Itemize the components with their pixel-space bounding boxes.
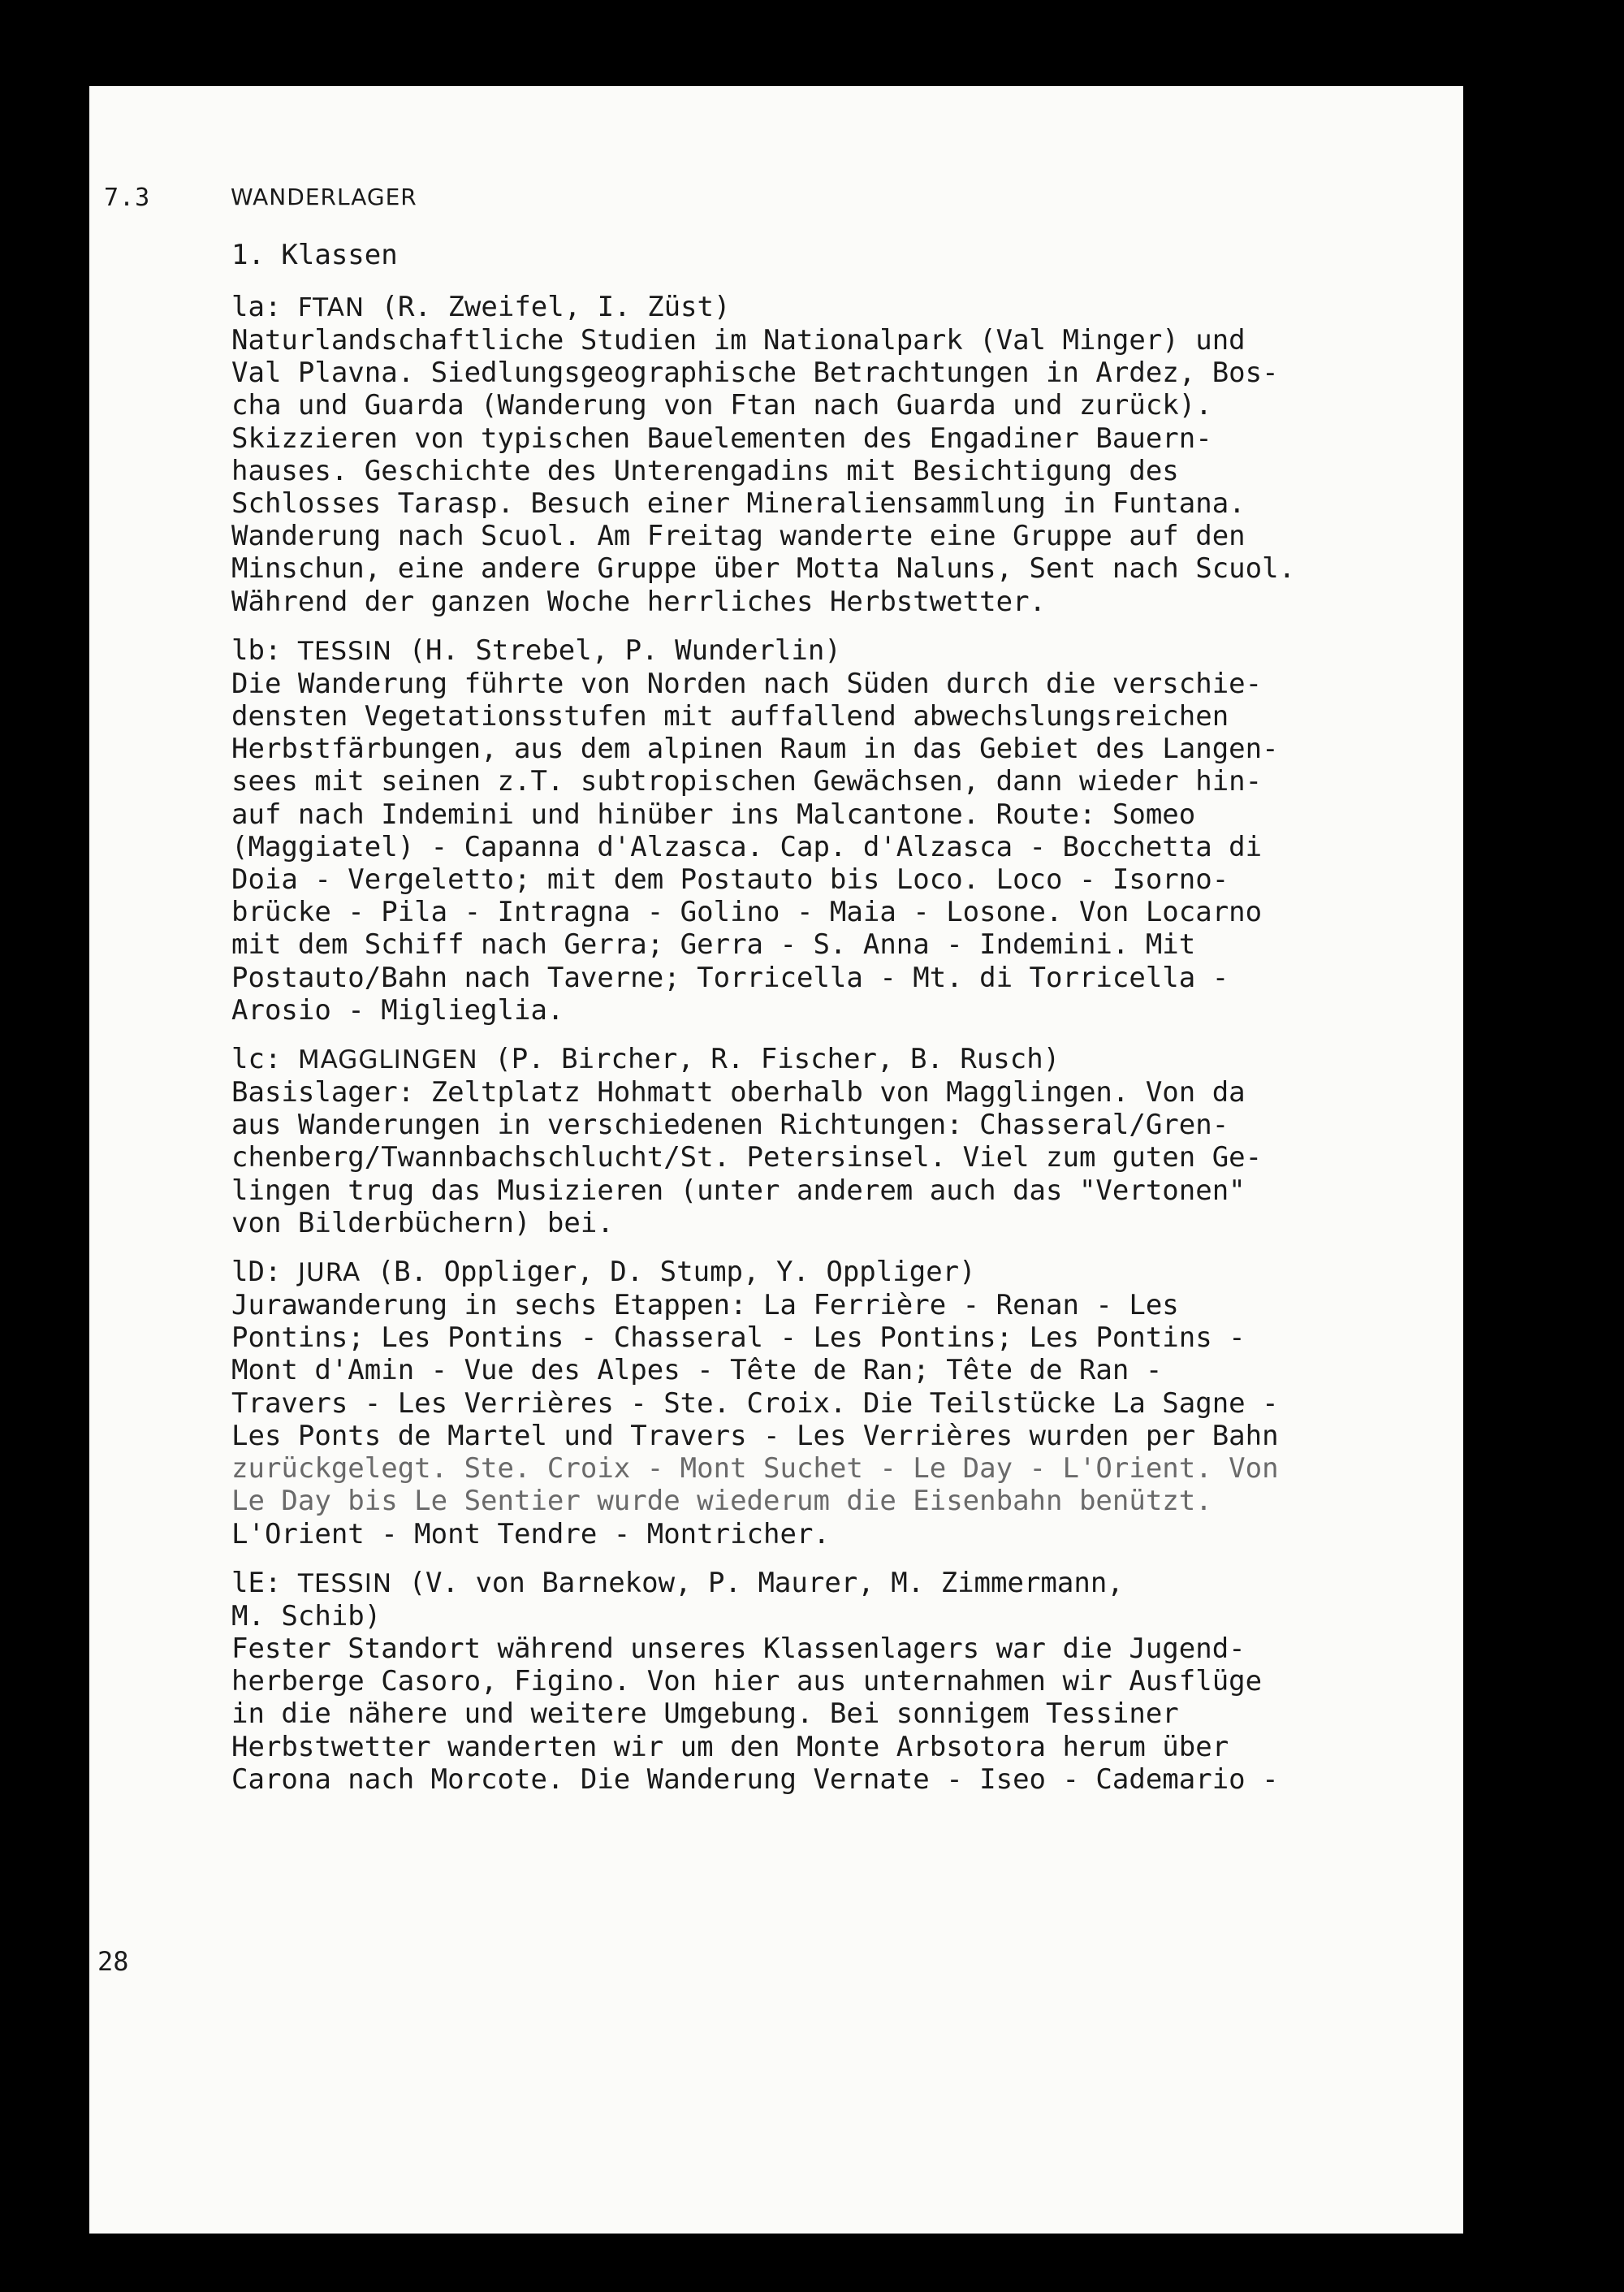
text-line: brücke - Pila - Intragna - Golino - Maia - Losone. Von Locarno: [231, 896, 1263, 929]
entry-title: [231, 1256, 1498, 1289]
text-line: Arosio - Miglieglia.: [231, 993, 564, 1027]
text-line: Naturlandschaftliche Studien im Nationalpark (Val Minger) und: [231, 324, 1246, 357]
text-line: herberge Casoro, Figino. Von hier aus unternahmen wir Ausflüge: [231, 1665, 1263, 1698]
text-line: Skizzieren von typischen Bauelementen des Engadiner Bauern-: [231, 422, 1212, 455]
text-line: Le Day bis Le Sentier wurde wiederum die Eisenbahn benützt.: [231, 1485, 1212, 1518]
text-line: lingen trug das Musizieren (unter anderem auch das "Vertonen": [231, 1174, 1246, 1207]
text-line: L'Orient - Mont Tendre - Montricher.: [231, 1517, 830, 1550]
text-line: Während der ganzen Woche herrliches Herbstwetter.: [231, 585, 1047, 618]
subheading: 1. Klassen: [231, 239, 398, 271]
entry-name: TESSIN: [297, 636, 393, 666]
entry-title: [231, 1567, 1498, 1600]
page-number: 28: [97, 1946, 129, 1977]
entry-prefix: lb:: [231, 634, 298, 667]
text-line: sees mit seinen z.T. subtropischen Gewächsen, dann wieder hin-: [231, 765, 1263, 798]
entry-persons: (R. Zweifel, I. Züst): [365, 291, 731, 323]
entry-tessin-1e: [231, 1567, 1498, 1796]
text-line: von Bilderbüchern) bei.: [231, 1206, 614, 1239]
text-line: Pontins; Les Pontins - Chasseral - Les Pontins; Les Pontins -: [231, 1321, 1246, 1355]
text-line: Fester Standort während unseres Klassenlagers war die Jugend-: [231, 1632, 1246, 1665]
entry-prefix: lc:: [231, 1043, 298, 1076]
text-line: Les Ponts de Martel und Travers - Les Verrières wurden per Bahn: [231, 1419, 1279, 1452]
entry-prefix: lD:: [231, 1256, 298, 1289]
section-number: 7.3: [104, 184, 151, 212]
entry-ftan: [231, 291, 1498, 618]
text-line: aus Wanderungen in verschiedenen Richtungen: Chasseral/Gren-: [231, 1109, 1229, 1142]
entry-prefix: lE:: [231, 1566, 298, 1599]
entry-title: [231, 291, 1498, 324]
text-line: Jurawanderung in sechs Etappen: La Ferrière - Renan - Les: [231, 1289, 1179, 1322]
text-line: Wanderung nach Scuol. Am Freitag wanderte eine Gruppe auf den: [231, 520, 1246, 553]
section-title: WANDERLAGER: [231, 184, 417, 210]
section-heading: [104, 184, 417, 212]
entry-title: [231, 1043, 1498, 1076]
entry-jura: [231, 1256, 1498, 1550]
text-line: auf nach Indemini und hinüber ins Malcantone. Route: Someo: [231, 798, 1196, 831]
text-line: in die nähere und weitere Umgebung. Bei sonnigem Tessiner: [231, 1697, 1179, 1731]
entry-persons: (B. Oppliger, D. Stump, Y. Oppliger): [361, 1256, 976, 1289]
entry-prefix: la:: [231, 291, 298, 323]
text-line: chenberg/Twannbachschlucht/St. Petersinsel. Viel zum guten Ge-: [231, 1141, 1263, 1174]
text-line: (Maggiatel) - Capanna d'Alzasca. Cap. d'Alzasca - Bocchetta di: [231, 830, 1263, 863]
entry-tessin-1b: [231, 634, 1498, 1027]
text-line: mit dem Schiff nach Gerra; Gerra - S. Anna - Indemini. Mit: [231, 928, 1196, 962]
text-line: cha und Guarda (Wanderung von Ftan nach Guarda und zurück).: [231, 389, 1212, 422]
text-line: Herbstfärbungen, aus dem alpinen Raum in das Gebiet des Langen-: [231, 733, 1279, 766]
text-line: Travers - Les Verrières - Ste. Croix. Die Teilstücke La Sagne -: [231, 1386, 1279, 1420]
entry-magglingen: [231, 1043, 1498, 1239]
text-line: densten Vegetationsstufen mit auffallend abwechslungsreichen: [231, 700, 1229, 733]
text-line: Herbstwetter wanderten wir um den Monte Arbsotora herum über: [231, 1730, 1229, 1763]
entry-title: [231, 634, 1498, 668]
text-line: Minschun, eine andere Gruppe über Motta Naluns, Sent nach Scuol.: [231, 552, 1296, 586]
text-line: Doia - Vergeletto; mit dem Postauto bis Loco. Loco - Isorno-: [231, 863, 1229, 897]
entry-persons: (V. von Barnekow, P. Maurer, M. Zimmermann,: [392, 1566, 1124, 1599]
text-line: Carona nach Morcote. Die Wanderung Vernate - Iseo - Cademario -: [231, 1762, 1279, 1796]
entry-persons-continued: M. Schib): [231, 1599, 382, 1633]
entry-name: FTAN: [297, 293, 365, 322]
text-line: hauses. Geschichte des Unterengadins mit Besichtigung des: [231, 454, 1179, 487]
text-line: Schlosses Tarasp. Besuch einer Mineraliensammlung in Funtana.: [231, 487, 1246, 521]
entry-name: MAGGLINGEN: [297, 1045, 478, 1075]
text-line: zurückgelegt. Ste. Croix - Mont Suchet - Le Day - L'Orient. Von: [231, 1452, 1279, 1485]
entry-persons: (P. Bircher, R. Fischer, B. Rusch): [477, 1043, 1060, 1076]
text-line: Basislager: Zeltplatz Hohmatt oberhalb von Magglingen. Von da: [231, 1076, 1246, 1109]
text-line: Val Plavna. Siedlungsgeographische Betrachtungen in Ardez, Bos-: [231, 357, 1279, 390]
text-line: Postauto/Bahn nach Taverne; Torricella - Mt. di Torricella -: [231, 961, 1229, 994]
text-line: Mont d'Amin - Vue des Alpes - Tête de Ran; Tête de Ran -: [231, 1354, 1163, 1387]
text-line: Die Wanderung führte von Norden nach Süden durch die verschie-: [231, 667, 1263, 700]
entry-persons: (H. Strebel, P. Wunderlin): [392, 634, 841, 667]
entry-name: TESSIN: [297, 1568, 393, 1598]
body-text: [231, 239, 1498, 1812]
entry-name: JURA: [297, 1258, 361, 1288]
